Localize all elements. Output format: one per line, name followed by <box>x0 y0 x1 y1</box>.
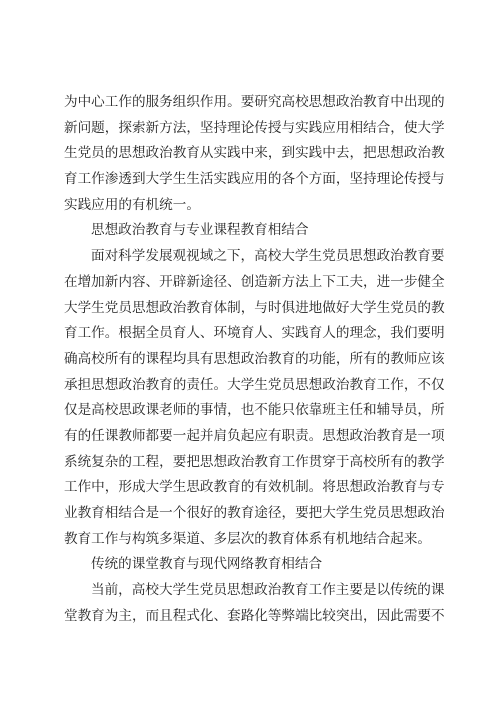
text-line: 业教育相结合是一个很好的教育途径，要把大学生党员思想政治 <box>64 505 445 521</box>
paragraph-1 <box>64 90 445 218</box>
text-line: 面对科学发展观视域之下，高校大学生党员思想政治教育要 <box>91 248 445 265</box>
text-line: 为中心工作的服务组织作用。要研究高校思想政治教育中出现的 <box>64 94 445 110</box>
text-line: 育工作渗透到大学生生活实践应用的各个方面，坚持理论传授与 <box>64 171 445 188</box>
paragraph-3 <box>64 578 445 629</box>
text-line: 仅是高校思政课老师的事情，也不能只依靠班主任和辅导员，所 <box>64 402 445 419</box>
text-line: 实践应用的有机统一。 <box>64 196 200 213</box>
text-line: 确高校所有的课程均具有思想政治教育的功能，所有的教师应该 <box>64 350 445 367</box>
text-line: 有的任课教师都要一起并肩负起应有职责。思想政治教育是一项 <box>64 427 445 444</box>
paragraph-2 <box>64 244 445 552</box>
text-line: 系统复杂的工程，要把思想政治教育工作贯穿于高校所有的教学 <box>64 453 445 470</box>
document-body <box>64 90 445 629</box>
text-line: 在增加新内容、开辟新途径、创造新方法上下工夫，进一步健全 <box>64 273 445 290</box>
section-heading-1: 思想政治教育与专业课程教育相结合 <box>91 222 309 239</box>
text-line: 大学生党员思想政治教育体制，与时俱进地做好大学生党员的教 <box>64 299 445 316</box>
text-line: 工作中，形成大学生思政教育的有效机制。将思想政治教育与专 <box>64 479 445 496</box>
text-line: 堂教育为主，而且程式化、套路化等弊端比较突出，因此需要不 <box>64 607 445 624</box>
text-line: 教育工作与构筑多渠道、多层次的教育体系有机地结合起来。 <box>64 530 432 547</box>
text-line: 生党员的思想政治教育从实践中来，到实践中去，把思想政治教 <box>64 145 445 162</box>
section-heading-2: 传统的课堂教育与现代网络教育相结合 <box>91 556 323 573</box>
text-line: 新问题，探索新方法，坚持理论传授与实践应用相结合，使大学 <box>64 119 445 136</box>
text-line: 当前，高校大学生党员思想政治教育工作主要是以传统的课 <box>91 582 445 599</box>
text-line: 承担思想政治教育的责任。大学生党员思想政治教育工作，不仅 <box>64 376 445 393</box>
text-line: 育工作。根据全员育人、环境育人、实践育人的理念，我们要明 <box>64 325 445 342</box>
